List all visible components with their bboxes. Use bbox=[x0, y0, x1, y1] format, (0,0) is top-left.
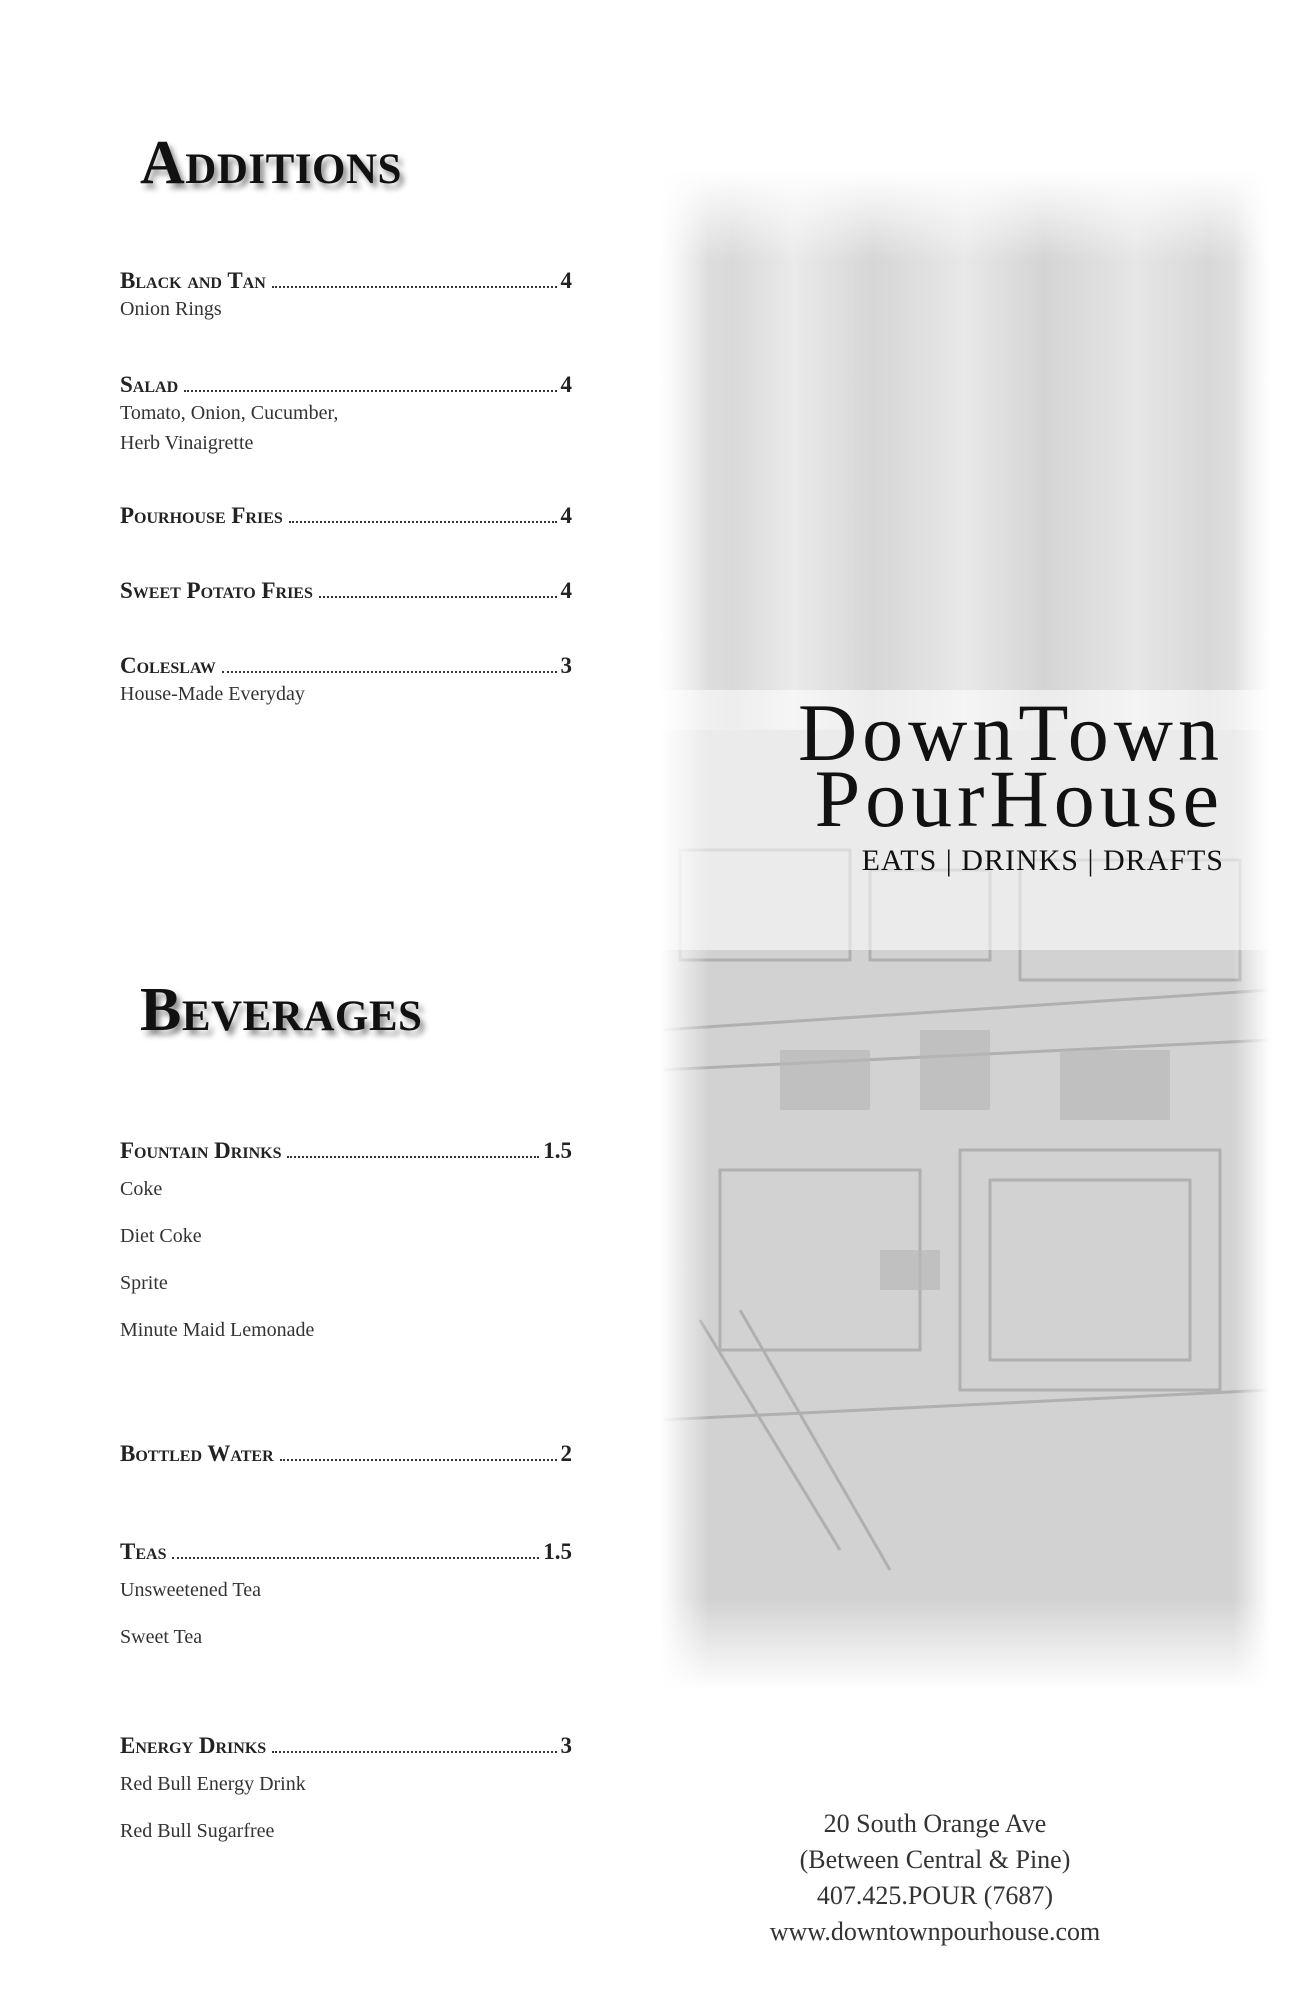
drink-option: Coke bbox=[120, 1178, 163, 1200]
item-name: Teas bbox=[120, 1539, 167, 1564]
menu-item-energy-drinks bbox=[120, 1733, 572, 1855]
drink-option: Sweet Tea bbox=[120, 1626, 203, 1648]
cross-streets: (Between Central & Pine) bbox=[799, 1845, 1071, 1874]
brand-tagline: EATS | DRINKS | DRAFTS bbox=[861, 844, 1224, 877]
item-price: 4 bbox=[560, 503, 572, 528]
menu-item-coleslaw bbox=[120, 653, 572, 709]
item-description: Herb Vinaigrette bbox=[120, 432, 254, 454]
item-price: 4 bbox=[560, 578, 572, 603]
drink-option: Diet Coke bbox=[120, 1225, 202, 1247]
item-name: Coleslaw bbox=[120, 653, 216, 678]
brand-name-line1: DownTown bbox=[797, 687, 1224, 778]
menu-item-black-and-tan bbox=[120, 268, 572, 324]
menu-item-fountain-drinks bbox=[120, 1138, 572, 1354]
additions-heading: Additions bbox=[140, 129, 402, 197]
dot-leader bbox=[184, 390, 556, 392]
website: www.downtownpourhouse.com bbox=[769, 1917, 1101, 1946]
beverages-heading: Beverages bbox=[140, 976, 423, 1044]
item-price: 3 bbox=[560, 653, 572, 678]
item-price: 4 bbox=[560, 372, 572, 397]
brand-name-line2: PourHouse bbox=[814, 753, 1224, 844]
item-name: Sweet Potato Fries bbox=[120, 578, 313, 603]
street-address: 20 South Orange Ave bbox=[823, 1809, 1047, 1838]
drink-option: Red Bull Sugarfree bbox=[120, 1820, 275, 1842]
drink-option: Minute Maid Lemonade bbox=[120, 1319, 315, 1341]
dot-leader bbox=[289, 521, 557, 523]
dot-leader bbox=[287, 1156, 539, 1158]
dot-leader bbox=[172, 1557, 539, 1559]
item-name: Energy Drinks bbox=[120, 1733, 267, 1758]
menu-item-salad bbox=[120, 372, 572, 458]
menu-item-pourhouse-fries bbox=[120, 503, 572, 529]
item-price: 3 bbox=[560, 1733, 572, 1758]
item-name: Bottled Water bbox=[120, 1441, 274, 1466]
item-price: 1.5 bbox=[543, 1539, 572, 1564]
dot-leader bbox=[272, 1751, 556, 1753]
menu-item-sweet-potato-fries bbox=[120, 578, 572, 604]
item-name: Pourhouse Fries bbox=[120, 503, 283, 528]
item-description: House-Made Everyday bbox=[120, 683, 305, 705]
dot-leader bbox=[272, 286, 557, 288]
brand-logo bbox=[797, 687, 1224, 878]
dot-leader bbox=[222, 671, 557, 673]
faded-interior-photo bbox=[660, 170, 1270, 1690]
drink-option: Red Bull Energy Drink bbox=[120, 1773, 306, 1795]
address-block bbox=[720, 1806, 1150, 1950]
drink-option: Unsweetened Tea bbox=[120, 1579, 261, 1601]
dot-leader bbox=[280, 1459, 557, 1461]
item-price: 4 bbox=[560, 268, 572, 293]
item-name: Black and Tan bbox=[120, 268, 266, 293]
item-price: 1.5 bbox=[543, 1138, 572, 1163]
menu-item-bottled-water bbox=[120, 1441, 572, 1467]
item-price: 2 bbox=[560, 1441, 572, 1466]
phone-number: 407.425.POUR (7687) bbox=[816, 1881, 1054, 1910]
dot-leader bbox=[319, 596, 557, 598]
item-description: Tomato, Onion, Cucumber, bbox=[120, 402, 339, 424]
item-description: Onion Rings bbox=[120, 298, 222, 320]
menu-item-teas bbox=[120, 1539, 572, 1661]
item-name: Salad bbox=[120, 372, 179, 397]
item-name: Fountain Drinks bbox=[120, 1138, 282, 1163]
drink-option: Sprite bbox=[120, 1272, 168, 1294]
